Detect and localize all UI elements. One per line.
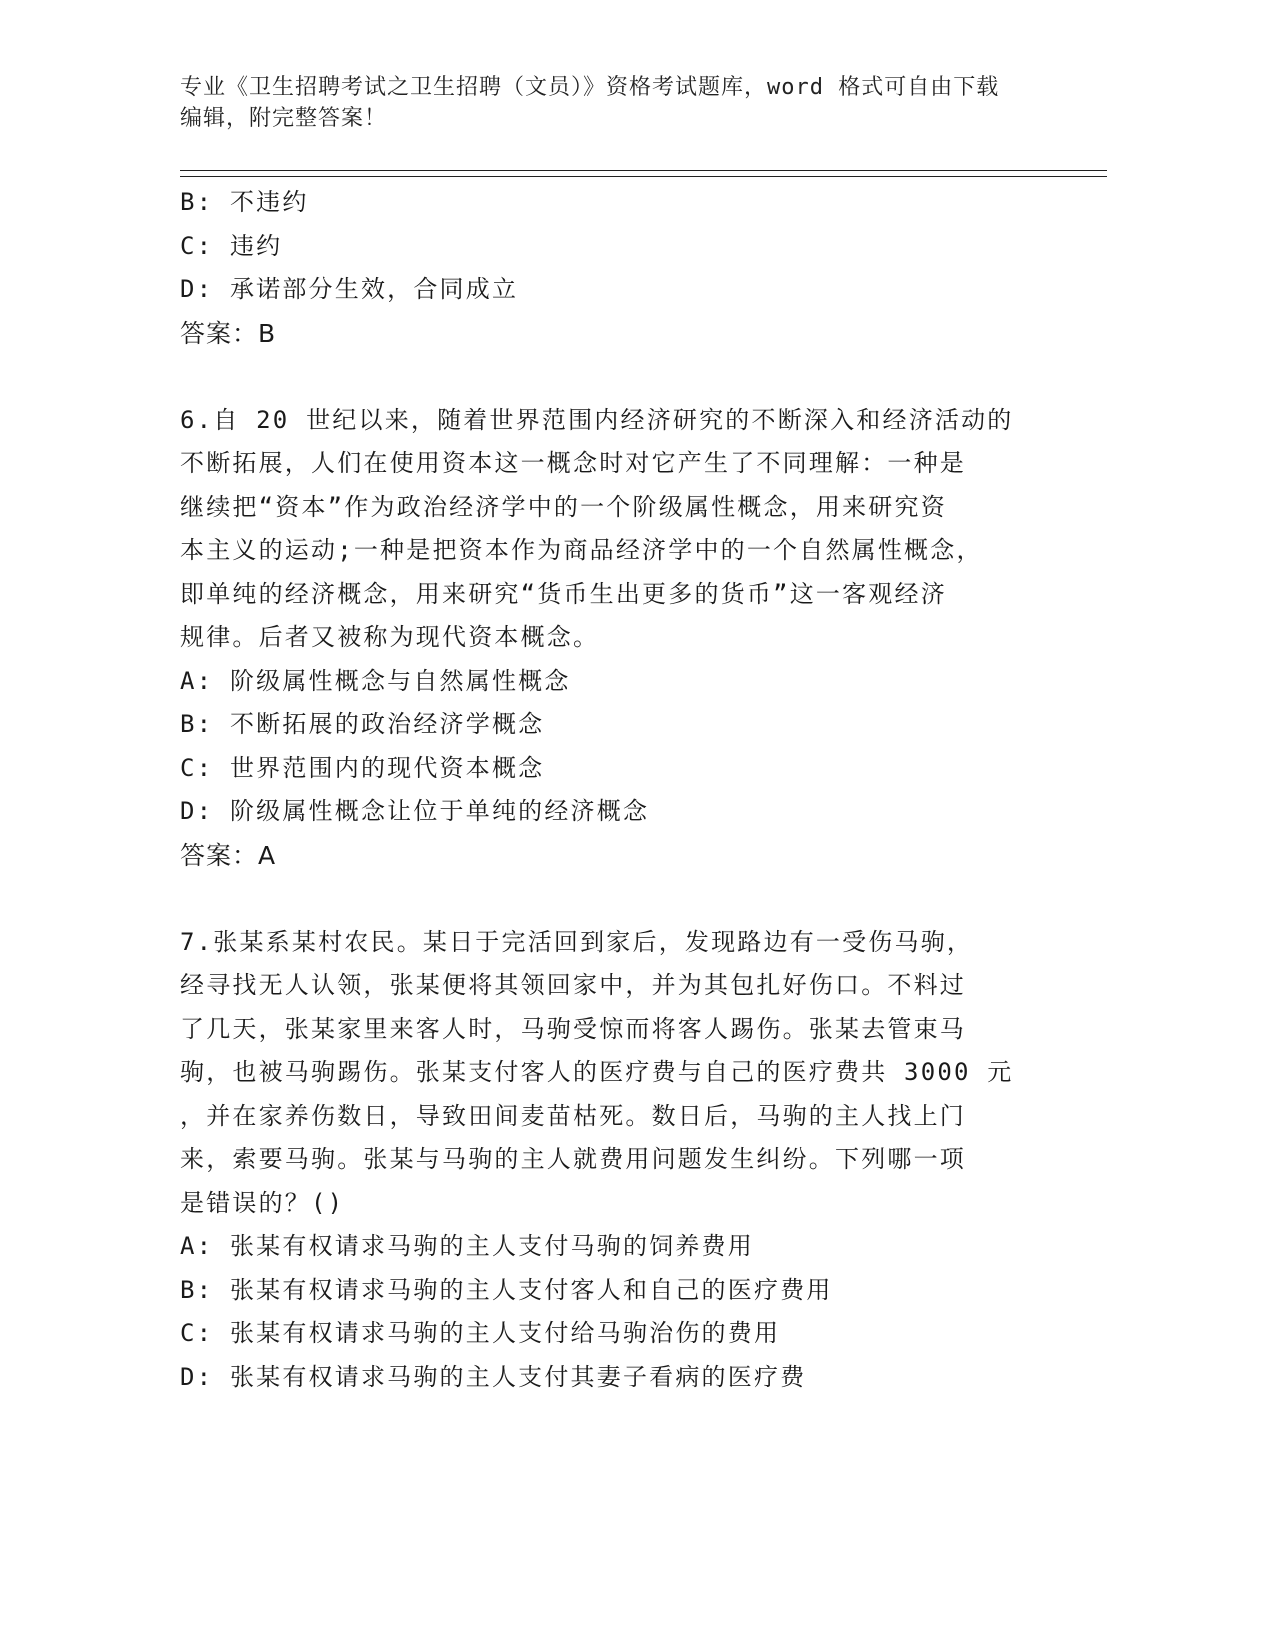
header-line-1: 专业《卫生招聘考试之卫生招聘（文员）》资格考试题库，word 格式可自由下载 (180, 75, 1000, 100)
document-content (180, 181, 1030, 1399)
question-text-line: 6.自 20 世纪以来，随着世界范围内经济研究的不断深入和经济活动的 (180, 405, 1014, 434)
question-text-line: 继续把“资本”作为政治经济学中的一个阶级属性概念，用来研究资 (180, 492, 947, 521)
answer: 答案：A (180, 840, 277, 870)
option-a: A: 阶级属性概念与自然属性概念 (180, 666, 571, 695)
spacer (180, 877, 1030, 921)
option-c: C: 世界范围内的现代资本概念 (180, 753, 545, 782)
question-text-line: 不断拓展，人们在使用资本这一概念时对它产生了不同理解：一种是 (180, 449, 966, 477)
option-b: B: 不违约 (180, 188, 309, 216)
question-7 (180, 921, 1030, 1400)
question-text-line: 即单纯的经济概念，用来研究“货币生出更多的货币”这一客观经济 (180, 579, 947, 608)
option-c: C: 张某有权请求马驹的主人支付给马驹治伤的费用 (180, 1319, 781, 1347)
header-line-2: 编辑，附完整答案！ (180, 106, 388, 131)
question-text-line: 规律。后者又被称为现代资本概念。 (180, 623, 600, 651)
question-text-line: 驹，也被马驹踢伤。张某支付客人的医疗费与自己的医疗费共 3000 元 (180, 1058, 1014, 1086)
question-text-line: 经寻找无人认领，张某便将其领回家中，并为其包扎好伤口。不料过 (180, 971, 966, 999)
option-d: D: 承诺部分生效，合同成立 (180, 275, 519, 303)
document-header (180, 72, 1040, 134)
option-d: D: 阶级属性概念让位于单纯的经济概念 (180, 797, 650, 825)
question-text-line: 本主义的运动;一种是把资本作为商品经济学中的一个自然属性概念， (180, 536, 983, 564)
question-text-line: 是错误的？() (180, 1188, 345, 1217)
question-text-line: 了几天，张某家里来客人时，马驹受惊而将客人踢伤。张某去管束马 (180, 1014, 966, 1043)
option-b: B: 张某有权请求马驹的主人支付客人和自己的医疗费用 (180, 1275, 833, 1304)
question-6 (180, 399, 1030, 878)
answer: 答案：B (180, 318, 277, 348)
option-a: A: 张某有权请求马驹的主人支付马驹的饲养费用 (180, 1232, 754, 1260)
option-c: C: 违约 (180, 231, 283, 260)
header-divider (180, 170, 1107, 177)
option-b: B: 不断拓展的政治经济学概念 (180, 710, 545, 738)
option-d: D: 张某有权请求马驹的主人支付其妻子看病的医疗费 (180, 1362, 807, 1391)
question-text-line: 7.张某系某村农民。某日于完活回到家后，发现路边有一受伤马驹， (180, 927, 974, 956)
question-text-line: ，并在家养伤数日，导致田间麦苗枯死。数日后，马驹的主人找上门 (180, 1101, 966, 1130)
prev-question (180, 181, 1030, 355)
question-text-line: 来，索要马驹。张某与马驹的主人就费用问题发生纠纷。下列哪一项 (180, 1145, 966, 1173)
spacer (180, 355, 1030, 399)
